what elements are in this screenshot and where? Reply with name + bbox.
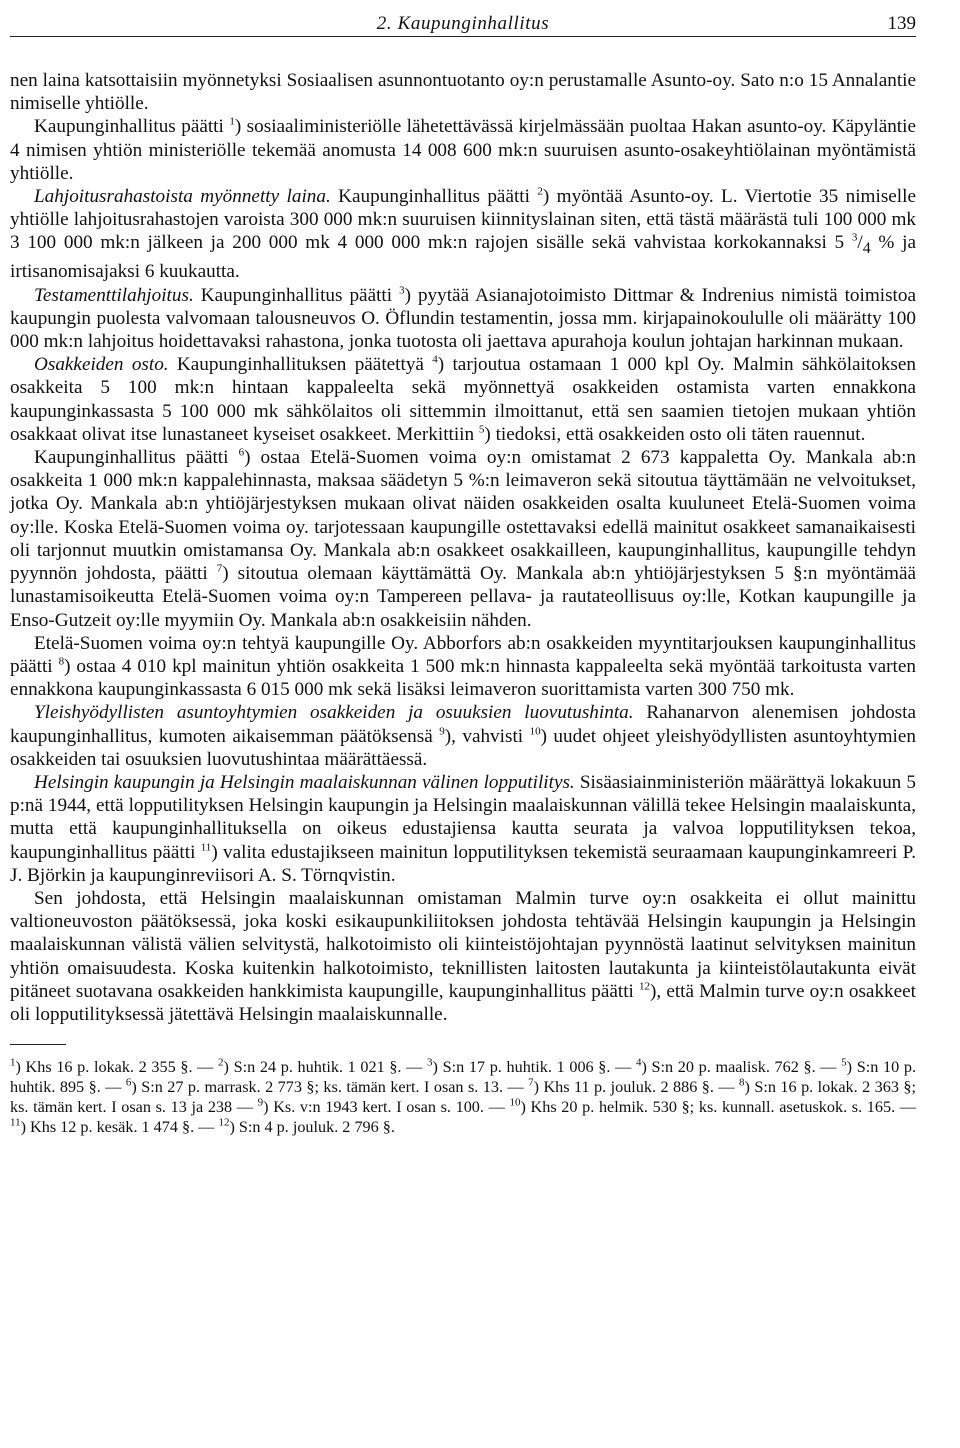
text-run: ) uudet ohjeet yleishyödyllisten asuntoyhtymien osakkeiden tai osuuksien luovutushintaa määrättäessä. — [10, 725, 916, 770]
reference-mark: 6 — [125, 1076, 132, 1089]
reference-mark: 4 — [635, 1056, 642, 1069]
paragraph — [10, 353, 916, 446]
page-header — [10, 0, 916, 37]
reference-mark: 3 — [399, 284, 405, 297]
text-run: ) ostaa Etelä-Suomen voima oy:n omistamat 2 673 kappaletta Oy. Mankala ab:n osakkeita 1 000 mk:n kappalehinnasta, maksaa säädetyn 5 %:n leimaveron sekä sitoutua täyttämään ne velvoitukset, jotka Oy. Mankala ab:n yhtiöjärjestyksen mukaan olivat näiden osakkeiden osalta kuuluneet Etelä-Suomen voima oy:lle. Koska Etelä-Suomen voima oy. tarjotessaan kaupungille ostettavaksi edellä mainitut osakkeet samanaikaisesti oli tarjonnut muutkin omistamansa Oy. Mankala ab:n osakkeet osakkailleen, kaupunginhallitus, kaupungille tehdyn pyynnön johdosta, päätti — [10, 447, 916, 585]
document-page — [10, 0, 916, 1137]
text-run: Etelä-Suomen voima oy:n tehtyä kaupungille Oy. Abborfors ab:n osakkeiden myyntitarjouksen kaupunginhallitus päätti — [10, 632, 916, 677]
text-run: Kaupunginhallitus päätti — [193, 284, 400, 306]
section-heading: Helsingin kaupungin ja Helsingin maalaiskunnan välinen lopputilitys. — [34, 771, 575, 793]
paragraph — [10, 701, 916, 771]
text-run: ) S:n 4 p. jouluk. 2 796 §. — [229, 1118, 395, 1137]
text-run: ) Khs 12 p. kesäk. 1 474 §. — — [20, 1118, 219, 1137]
text-run: ) tiedoksi, että osakkeiden osto oli täten rauennut. — [484, 423, 866, 445]
section-heading: Testamenttilahjoitus. — [34, 284, 194, 306]
text-run: Sen johdosta, että Helsingin maalaiskunnan omistaman Malmin turve oy:n osakkeita ei ollut mainittu valtioneuvoston päätöksessä, joka koski esikaupunkiliitoksen johdosta tehtävää Helsingin kaupungin ja Helsingin maalaiskunnan välistä välien selvitystä, halkotoimisto oli kiinteistöjohtajan pyynnöstä laatinut selvityksen mainitun yhtiön omaisuudesta. Koska kuitenkin halkotoimisto, teknillisten laitosten lautakunta ja kiinteistölautakunta eivät pitäneet suotavana osakkeiden hankkimista kaupungille, kaupunginhallitus päätti — [10, 887, 916, 1002]
reference-mark: 1 — [229, 116, 235, 129]
fraction-denominator: 4 — [862, 240, 871, 258]
reference-mark: 11 — [10, 1116, 21, 1129]
text-run: ) S:n 27 p. marrask. 2 773 §; ks. tämän kert. I osan s. 13. — — [131, 1078, 529, 1097]
text-run: ), että Malmin turve oy:n osakkeet oli lopputilityksessä jätettävä Helsingin maalaiskunnalle. — [10, 980, 916, 1025]
paragraph — [10, 115, 916, 185]
paragraph — [10, 632, 916, 702]
reference-mark: 2 — [218, 1056, 224, 1069]
running-head: 2. Kaupunginhallitus — [376, 13, 550, 34]
text-run: ) tarjoutua ostamaan 1 000 kpl Oy. Malmin sähkölaitoksen osakkeita 5 100 mk:n hintaan kappaleelta sekä myönnettyä osakkeiden ostamista varten ennakkona kaupunginkassasta 5 100 000 mk sähkölaitos oli sittemmin ilmoittanut, että sen saamien tietojen mukaan yhtiön osakkaat olivat itse lunastaneet kyseiset osakkeet. Merkittiin — [10, 354, 916, 445]
text-run: ) sosiaaliministeriölle lähetettävässä kirjelmässään puoltaa Hakan asunto-oy. Käpyläntie 4 nimisen yhtiön ministeriölle tekemää anomusta 14 008 600 mk:n suuruisen asunto-osakeyhtiölainan myöntämistä yhtiölle. — [10, 116, 916, 184]
section-heading: Osakkeiden osto. — [34, 354, 169, 376]
reference-mark: 9 — [439, 725, 445, 738]
text-run: ) myöntää Asunto-oy. L. Viertotie 35 nimiselle yhtiölle lahjoitusrahastojen varoista 300 000 mk:n suuruisen kiinnityslainan siten, että tästä määrästä tuli 100 000 mk 3 100 000 mk:n jälkeen ja 200 000 mk 4 000 000 mk:n rajojen sisälle sekä vahvistaa korkokannaksi 5 — [10, 186, 916, 254]
reference-mark: 12 — [218, 1116, 230, 1129]
reference-mark: 10 — [509, 1096, 521, 1109]
text-run: ) Khs 20 p. helmik. 530 §; ks. kunnall. asetuskok. s. 165. — — [520, 1098, 916, 1117]
text-run: ) S:n 10 p. huhtik. 895 §. — — [10, 1058, 916, 1097]
text-run: ) Khs 11 p. jouluk. 2 886 §. — — [533, 1078, 740, 1097]
text-run: Sisäasiainministeriön määrättyä lokakuun 5 p:nä 1944, että lopputilityksen Helsingin kaupungin ja Helsingin maalaiskunnan välillä tekee Helsingin maalaiskunta, mutta että kaupunginhallituksella on oikeus edustajiensa kautta seurata ja valvoa lopputilityksen tekoa, kaupunginhallitus päätti — [10, 771, 916, 863]
text-run: Kaupunginhallitus päätti — [330, 186, 538, 208]
text-run: ) S:n 24 p. huhtik. 1 021 §. — — [223, 1058, 428, 1077]
text-run: ), vahvisti — [444, 725, 530, 747]
reference-mark: 11 — [200, 841, 212, 854]
reference-mark: 3 — [427, 1056, 433, 1069]
footnotes — [10, 1057, 916, 1137]
text-run: ) sitoutua olemaan käyttämättä Oy. Mankala ab:n yhtiöjärjestyksen 5 §:n myöntämää lunastamisoikeutta Etelä-Suomen voima oy:n Tampereen pellava- ja rautateollisuus oy:lle, Kotkan kaupungille ja Enso-Gutzeit oy:lle myymiin Oy. Mankala ab:n osakkeisiin nähden. — [10, 563, 917, 631]
text-run: ) Khs 16 p. lokak. 2 355 §. — — [15, 1058, 219, 1077]
reference-mark: 5 — [841, 1056, 847, 1069]
reference-mark: 9 — [257, 1096, 264, 1109]
reference-mark: 10 — [529, 725, 541, 738]
reference-mark: 2 — [537, 185, 543, 198]
footnote-rule — [10, 1044, 66, 1045]
reference-mark: 1 — [10, 1056, 16, 1069]
text-run: nen laina katsottaisiin myönnetyksi Sosiaalisen asunnontuotanto oy:n perustamalle Asunto-oy. Sato n:o 15 Annalantie nimiselle yhtiölle. — [10, 70, 916, 115]
reference-mark: 6 — [238, 446, 245, 459]
reference-mark: 7 — [216, 562, 223, 575]
text-run: / — [857, 232, 863, 254]
footnote-block — [10, 1057, 916, 1137]
text-run: ) S:n 17 p. huhtik. 1 006 §. — — [432, 1058, 636, 1077]
paragraph — [10, 887, 916, 1026]
text-run: ) S:n 20 p. maalisk. 762 §. — — [641, 1058, 842, 1077]
body-text — [10, 69, 916, 1026]
text-run: ) Ks. v:n 1943 kert. I osan s. 100. — — [263, 1098, 510, 1117]
text-run: ) ostaa 4 010 kpl mainitun yhtiön osakkeita 1 500 mk:n hinnasta kappaleelta sekä myöntää tarkoitusta varten ennakkona kaupunginkassasta 6 015 000 mk sekä lisäksi leimaveron suorittamista varten 300 750 mk. — [10, 655, 916, 701]
reference-mark: 8 — [58, 655, 65, 668]
reference-mark: 7 — [528, 1076, 534, 1089]
paragraph — [10, 771, 916, 887]
paragraph — [10, 185, 916, 284]
text-run: Kaupunginhallitus päätti — [34, 447, 239, 469]
section-heading: Yleishyödyllisten asuntoyhtymien osakkeiden ja osuuksien luovutushinta. — [34, 702, 634, 724]
reference-mark: 5 — [478, 423, 485, 436]
text-run: Kaupunginhallituksen päätettyä — [168, 354, 433, 376]
section-heading: Lahjoitusrahastoista myönnetty laina. — [34, 186, 331, 208]
text-run: % ja irtisanomisajaksi 6 kuukautta. — [10, 232, 916, 283]
page-number: 139 — [887, 13, 916, 34]
reference-mark: 12 — [639, 980, 651, 993]
paragraph — [10, 284, 916, 354]
paragraph — [10, 69, 916, 115]
text-run: ) valita edustajikseen mainitun lopputilityksen tekemistä seuraamaan kaupunginkamreeri P. J. Björkin ja kaupunginreviisori A. S. Törnqvistin. — [10, 841, 916, 886]
paragraph — [10, 446, 916, 632]
text-run: ) pyytää Asianajotoimisto Dittmar & Indrenius nimistä toimistoa kaupungin puolesta valvomaan talousneuvos O. Öflundin testamentin, jossa mm. kirjapainokoululle oli määrätty 100 000 mk:n lahjoitus hoidettavaksi rahastona, jonka tuotosta oli jaettava apurahoja koulun johtajan harkinnan mukaan. — [10, 284, 916, 353]
text-run: Rahanarvon alenemisen johdosta kaupunginhallitus, kumoten aikaisemman päätöksensä — [10, 702, 916, 747]
text-run: Kaupunginhallitus päätti — [34, 116, 230, 138]
reference-mark: 8 — [739, 1076, 745, 1089]
text-run: ) S:n 16 p. lokak. 2 363 §; ks. tämän kert. I osan s. 13 ja 238 — — [10, 1078, 916, 1117]
reference-mark: 4 — [432, 353, 438, 366]
reference-mark: 3 — [851, 232, 858, 245]
